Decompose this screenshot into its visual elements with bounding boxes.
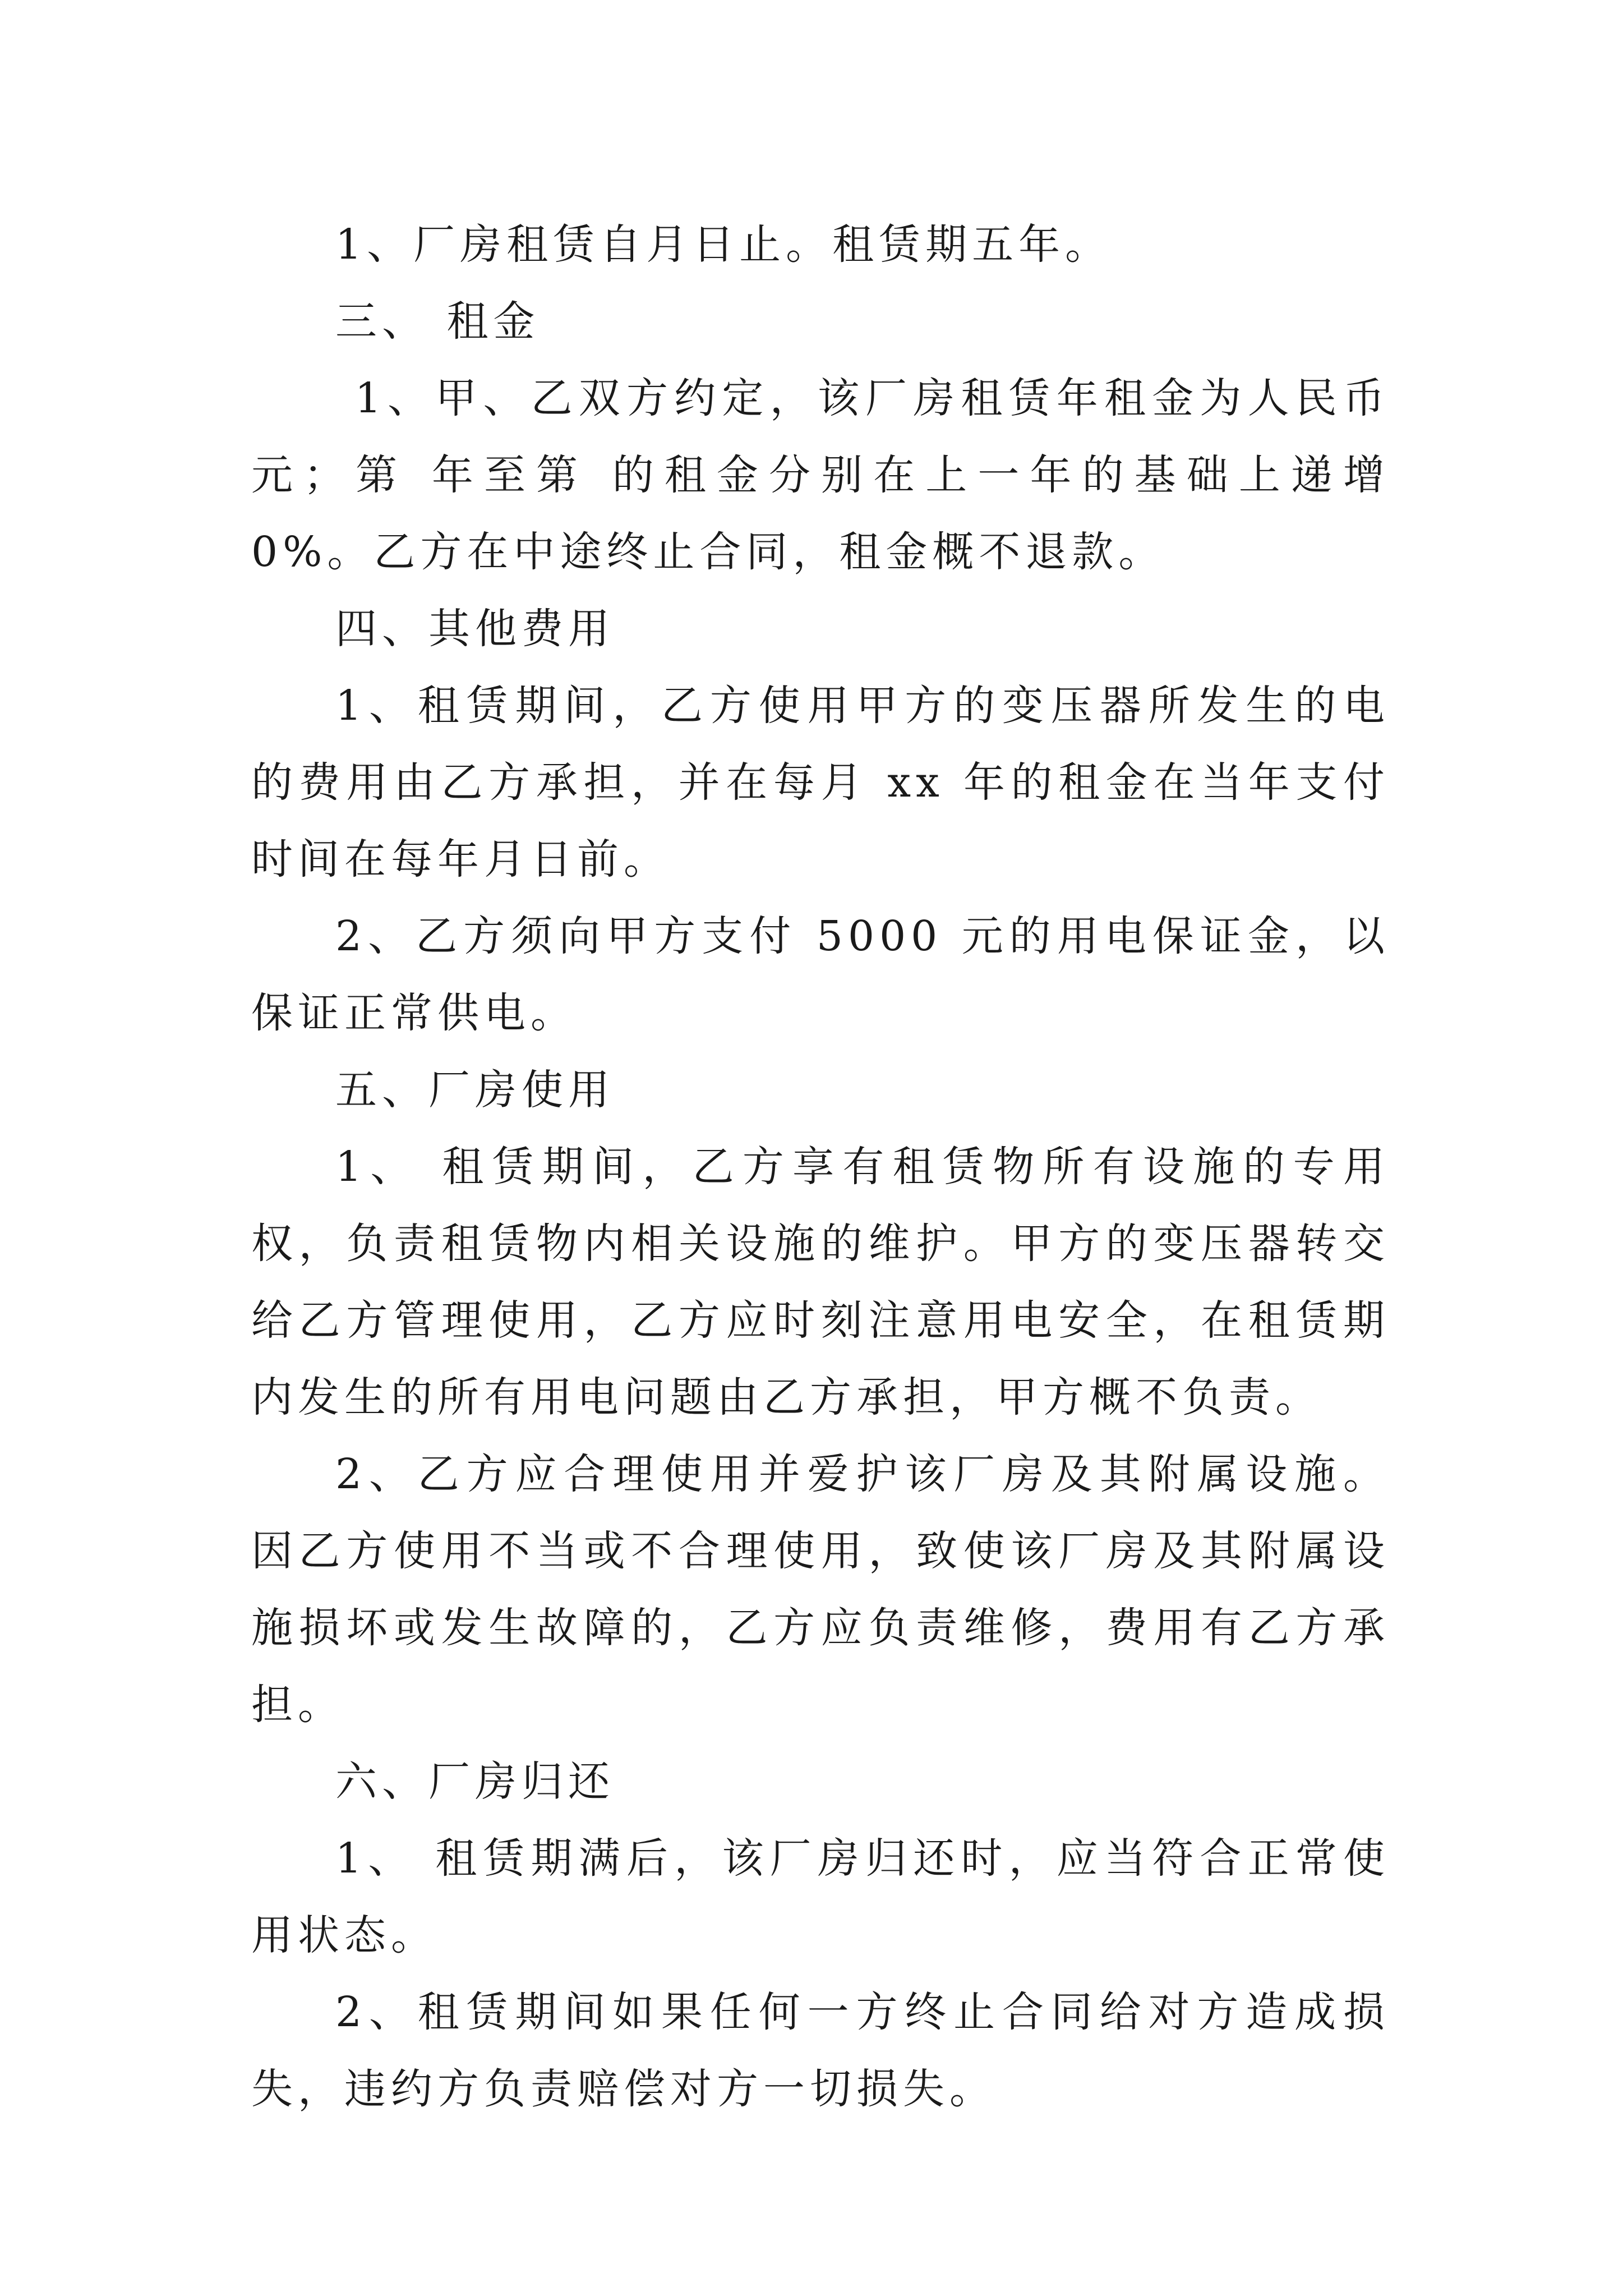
- clause-rent-1: 1、甲、乙双方约定，该厂房租赁年租金为人民币元；第 年至第 的租金分别在上一年的基础上递增 0%。乙方在中途终止合同，租金概不退款。: [251, 374, 1408, 576]
- section-heading-factory-use: 五、厂房使用: [335, 1066, 615, 1114]
- clause-lease-term-1: 1、厂房租赁自月日止。租赁期五年。: [335, 220, 1112, 269]
- clause-fees-2: 2、乙方须向甲方支付 5000 元的用电保证金，以保证正常供电。: [251, 912, 1390, 1037]
- clause-use-1: 1、 租赁期间，乙方享有租赁物所有设施的专用权，负责租赁物内相关设施的维护。甲方的变压器转交给乙方管理使用，乙方应时刻注意用电安全，在租赁期内发生的所有用电问题由乙方承担，甲方概不负责。: [251, 1143, 1390, 1421]
- clause-return-1: 1、 租赁期满后，该厂房归还时，应当符合正常使用状态。: [251, 1834, 1390, 1959]
- clause-return-2: 2、租赁期间如果任何一方终止合同给对方造成损失，违约方负责赔偿对方一切损失。: [251, 1988, 1390, 2113]
- section-heading-rent: 三、 租金: [335, 297, 540, 346]
- section-heading-factory-return: 六、厂房归还: [335, 1757, 615, 1806]
- clause-use-2: 2、乙方应合理使用并爱护该厂房及其附属设施。因乙方使用不当或不合理使用，致使该厂房及其附属设施损坏或发生故障的，乙方应负责维修，费用有乙方承担。: [251, 1450, 1390, 1729]
- clause-fees-1: 1、租赁期间，乙方使用甲方的变压器所发生的电的费用由乙方承担，并在每月 xx 年的租金在当年支付时间在每年月日前。: [251, 682, 1390, 884]
- document-body: [251, 206, 1408, 2128]
- section-heading-other-fees: 四、其他费用: [335, 605, 615, 653]
